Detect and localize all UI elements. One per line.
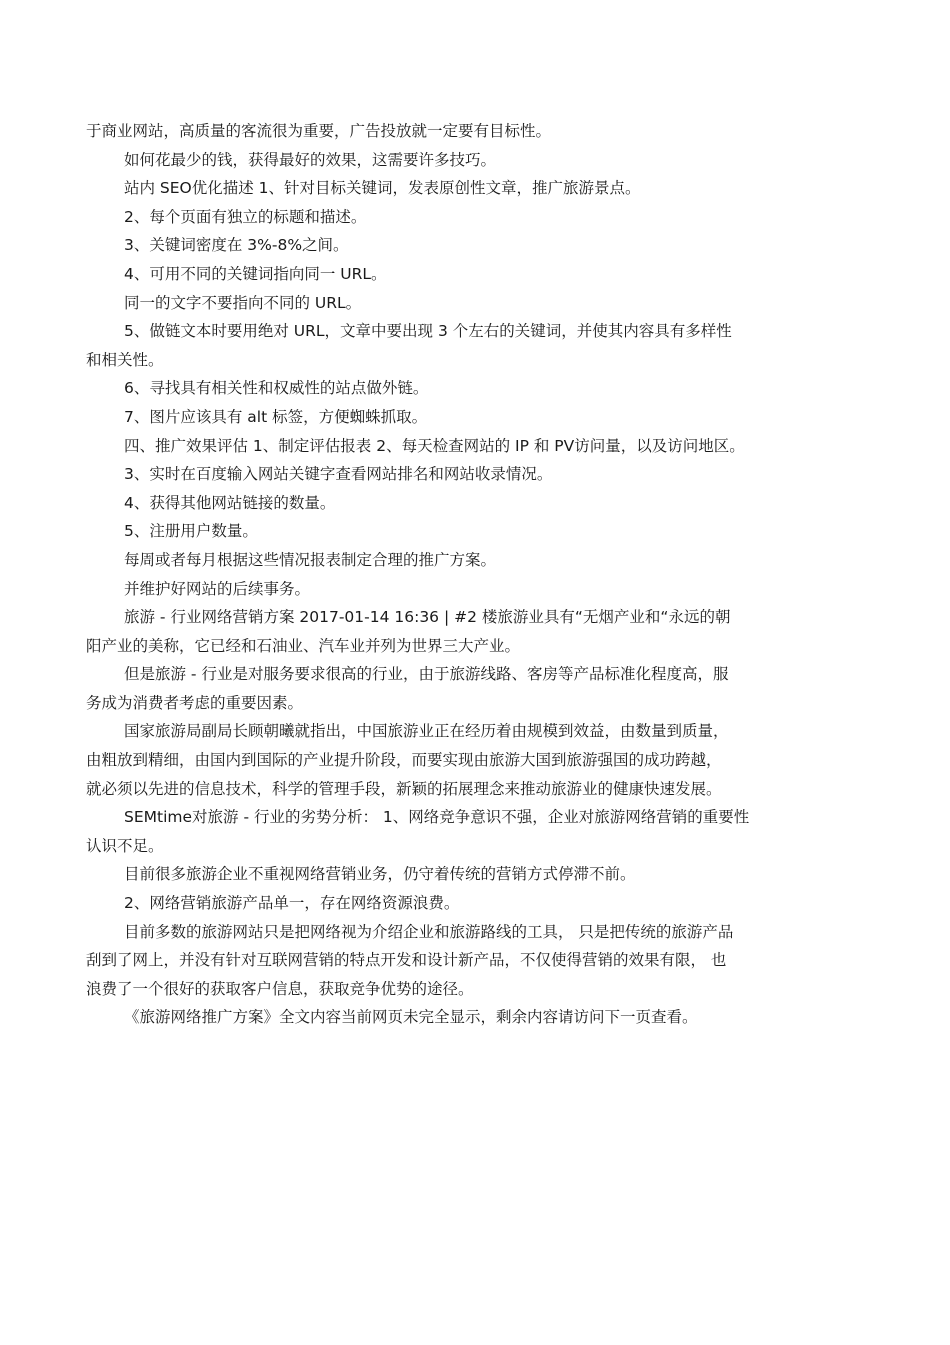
paragraph <box>86 117 876 146</box>
text-line: 3、实时在百度输入网站关键字查看网站排名和网站收录情况。 <box>124 465 553 484</box>
text-line: 阳产业的美称，它已经和石油业、汽车业并列为世界三大产业。 <box>86 636 521 655</box>
text-line: 并维护好网站的后续事务。 <box>124 579 311 598</box>
paragraph <box>86 146 876 175</box>
text-line: 于商业网站，高质量的客流很为重要，广告投放就一定要有目标性。 <box>86 122 552 140</box>
text-line: 2、网络营销旅游产品单一，存在网络资源浪费。 <box>124 894 460 913</box>
paragraph <box>86 203 876 232</box>
text-line: 务成为消费者考虑的重要因素。 <box>86 693 304 712</box>
text-line: SEMtime对旅游 - 行业的劣势分析： 1、网络竞争意识不强，企业对旅游网络营销的重要性 <box>124 808 750 827</box>
paragraph <box>86 717 876 803</box>
text-line: 目前多数的旅游网站只是把网络视为介绍企业和旅游路线的工具， 只是把传统的旅游产品 <box>124 922 734 941</box>
paragraph <box>86 432 876 461</box>
text-line: 浪费了一个很好的获取客户信息，获取竞争优势的途径。 <box>86 979 474 998</box>
text-line: 认识不足。 <box>86 836 164 855</box>
text-line: 4、可用不同的关键词指向同一 URL。 <box>124 264 387 283</box>
text-line: 就必须以先进的信息技术，科学的管理手段，新颖的拓展理念来推动旅游业的健康快速发展。 <box>86 779 722 798</box>
text-line: 7、图片应该具有 alt 标签，方便蜘蛛抓取。 <box>124 407 428 426</box>
text-line: 刮到了网上，并没有针对互联网营销的特点开发和设计新产品，不仅使得营销的效果有限， 也 <box>86 951 727 970</box>
text-line: 《旅游网络推广方案》全文内容当前网页未完全显示，剩余内容请访问下一页查看。 <box>124 1008 698 1027</box>
text-line: 同一的文字不要指向不同的 URL。 <box>124 293 362 312</box>
paragraph <box>86 517 876 546</box>
paragraph <box>86 374 876 403</box>
paragraph <box>86 803 876 860</box>
text-line: 每周或者每月根据这些情况报表制定合理的推广方案。 <box>124 550 497 569</box>
paragraph <box>86 889 876 918</box>
paragraph <box>86 489 876 518</box>
document-body <box>86 117 876 1032</box>
paragraph <box>86 260 876 289</box>
text-line: 2、每个页面有独立的标题和描述。 <box>124 207 367 226</box>
text-line: 4、获得其他网站链接的数量。 <box>124 493 336 512</box>
paragraph <box>86 603 876 660</box>
text-line: 和相关性。 <box>86 350 164 369</box>
text-line: 如何花最少的钱，获得最好的效果，这需要许多技巧。 <box>124 150 497 169</box>
paragraph <box>86 289 876 318</box>
text-line: 由粗放到精细，由国内到国际的产业提升阶段，而要实现由旅游大国到旅游强国的成功跨越， <box>86 751 722 770</box>
text-line: 但是旅游 - 行业是对服务要求很高的行业，由于旅游线路、客房等产品标准化程度高，服 <box>124 665 729 684</box>
paragraph <box>86 660 876 717</box>
paragraph <box>86 460 876 489</box>
text-line: 站内 SEO优化描述 1、针对目标关键词，发表原创性文章，推广旅游景点。 <box>124 179 641 198</box>
paragraph <box>86 918 876 1004</box>
paragraph <box>86 174 876 203</box>
paragraph <box>86 231 876 260</box>
text-line: 5、做链文本时要用绝对 URL，文章中要出现 3 个左右的关键词，并使其内容具有多样性 <box>124 322 732 341</box>
paragraph <box>86 546 876 575</box>
text-line: 四、推广效果评估 1、制定评估报表 2、每天检查网站的 IP 和 PV访问量，以及访问地区。 <box>124 436 745 455</box>
text-line: 目前很多旅游企业不重视网络营销业务，仍守着传统的营销方式停滞不前。 <box>124 865 636 884</box>
text-line: 6、寻找具有相关性和权威性的站点做外链。 <box>124 379 429 398</box>
text-line: 3、关键词密度在 3%-8%之间。 <box>124 236 349 255</box>
paragraph <box>86 403 876 432</box>
text-line: 5、注册用户数量。 <box>124 522 258 541</box>
text-line: 国家旅游局副局长顾朝曦就指出，中国旅游业正在经历着由规模到效益，由数量到质量， <box>124 722 729 741</box>
paragraph <box>86 1003 876 1032</box>
paragraph <box>86 575 876 604</box>
paragraph <box>86 317 876 374</box>
text-line: 旅游 - 行业网络营销方案 2017-01-14 16:36 | #2 楼旅游业具有“无烟产业和“永远的朝 <box>124 608 731 627</box>
paragraph <box>86 860 876 889</box>
